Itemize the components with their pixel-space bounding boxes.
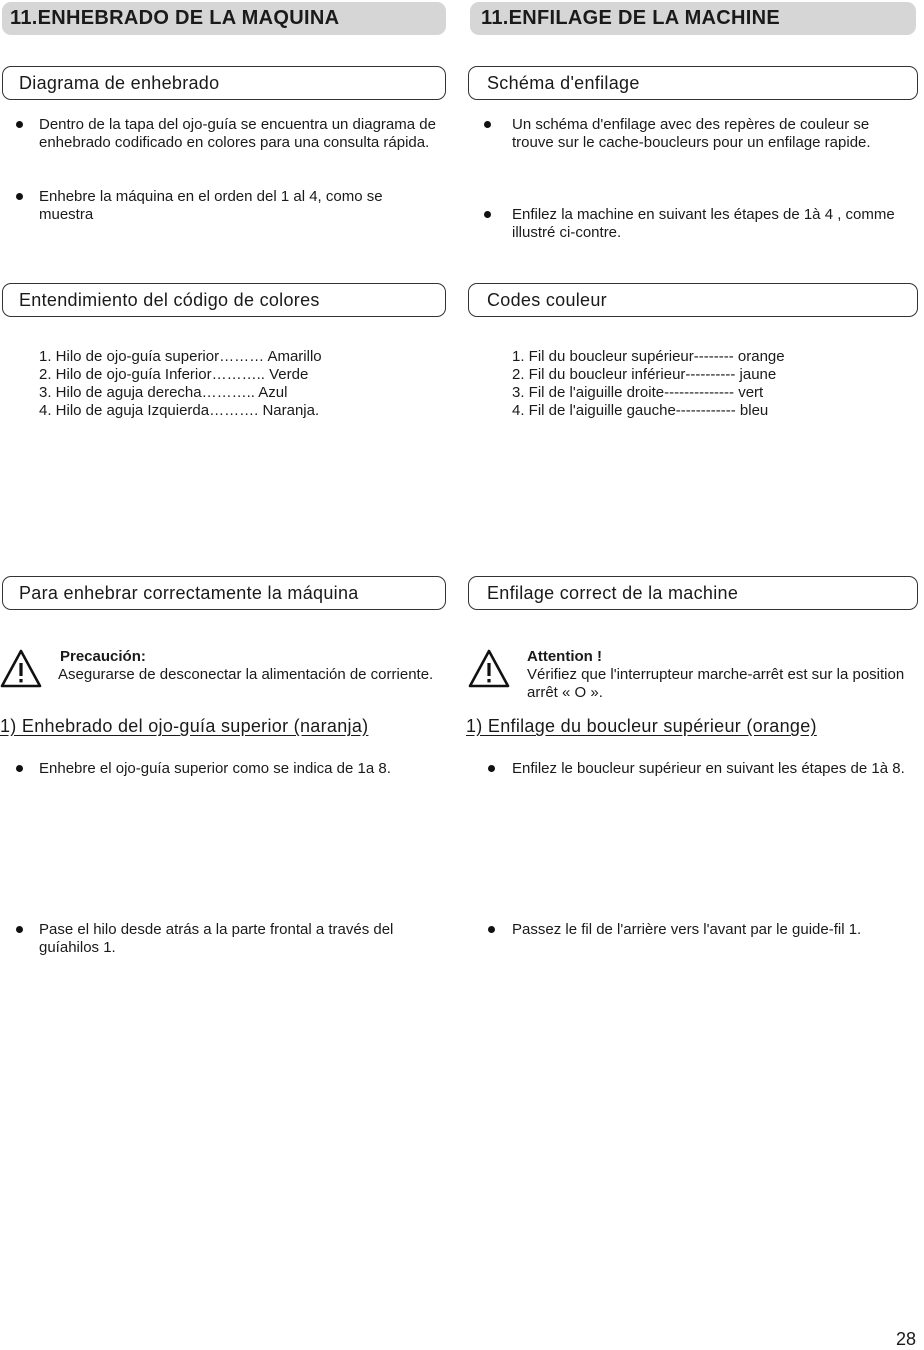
- section-color-code: Codes couleur: [468, 283, 918, 317]
- warning-icon: [0, 648, 42, 688]
- color-code-list: [39, 348, 322, 420]
- color-code-item: 1. Fil du boucleur supérieur-------- orange: [512, 348, 785, 365]
- section-correct-threading: Para enhebrar correctamente la máquina: [2, 576, 446, 610]
- bullet-icon: [16, 926, 23, 933]
- caution-text: Asegurarse de desconectar la alimentación de corriente.: [58, 666, 434, 683]
- chapter-title: 11.ENFILAGE DE LA MACHINE: [470, 2, 916, 35]
- caution-text: Vérifiez que l'interrupteur marche-arrêt est sur la position arrêt « O ».: [527, 666, 905, 701]
- step-subheading: 1) Enfilage du boucleur supérieur (orange): [466, 716, 817, 736]
- section-color-code: Entendimiento del código de colores: [2, 283, 446, 317]
- french-column: 11.ENFILAGE DE LA MACHINE Schéma d'enfilage Un schéma d'enfilage avec des repères de couleur se trouve sur le cache-boucleurs pour un enfilage rapide. Enfilez la machine en suivant les étapes de 1à 4 , comme illustré ci-contre. Codes couleur 1. Fil du boucleur supérieur-------- orange 2. Fil du boucleur inférieur---------- jaune 3. Fil de l'aiguille droite-------------- vert 4. Fil de l'aiguille gauche------------ bleu Enfilage correct de la machine Attention ! Vérifiez que l'interrupteur marche-arrêt est sur la position arrêt « O ». 1) Enfilage du boucleur supérieur (orange) Enfilez le boucleur supérieur en suivant les étapes de 1à 8. Passez le fil de l'arrière vers l'avant par le guide-fil 1.: [466, 0, 916, 1350]
- bullet-icon: [16, 193, 23, 200]
- bullet-icon: [16, 765, 23, 772]
- color-code-item: 1. Hilo de ojo-guía superior……… Amarillo: [39, 348, 322, 365]
- warning-icon: [468, 648, 510, 688]
- bullet-icon: [488, 926, 495, 933]
- section-threading-diagram: Diagrama de enhebrado: [2, 66, 446, 100]
- chapter-title: 11.ENHEBRADO DE LA MAQUINA: [2, 2, 446, 35]
- bullet-icon: [488, 765, 495, 772]
- color-code-item: 2. Fil du boucleur inférieur---------- jaune: [512, 366, 777, 383]
- color-code-item: 3. Hilo de aguja derecha……….. Azul: [39, 384, 288, 401]
- caution-title: Precaución:: [60, 648, 146, 665]
- section-correct-threading: Enfilage correct de la machine: [468, 576, 918, 610]
- caution-title: Attention !: [527, 648, 602, 665]
- step-subheading: 1) Enhebrado del ojo-guía superior (naranja): [0, 716, 369, 736]
- section-threading-diagram: Schéma d'enfilage: [468, 66, 918, 100]
- spanish-column: 11.ENHEBRADO DE LA MAQUINA Diagrama de enhebrado Dentro de la tapa del ojo-guía se encuentra un diagrama de enhebrado codificado en colores para una consulta rápida. Enhebre la máquina en el orden del 1 al 4, como se muestra Entendimiento del código de colores 1. Hilo de ojo-guía superior……… Amarillo 2. Hilo de ojo-guía Inferior……….. Verde 3. Hilo de aguja derecha……….. Azul 4. Hilo de aguja Izquierda………. Naranja. Para enhebrar correctamente la máquina Precaución: Asegurarse de desconectar la alimentación de corriente. 1) Enhebrado del ojo-guía superior (naranja) Enhebre el ojo-guía superior como se indica de 1a 8. Pase el hilo desde atrás a la parte frontal a través del guíahilos 1.: [0, 0, 450, 1350]
- color-code-item: 4. Hilo de aguja Izquierda………. Naranja.: [39, 402, 320, 419]
- bullet-icon: [484, 211, 491, 218]
- caution-block: [0, 648, 440, 704]
- bullet-icon: [16, 121, 23, 128]
- color-code-item: 3. Fil de l'aiguille droite-------------- vert: [512, 384, 764, 401]
- bullet-icon: [484, 121, 491, 128]
- color-code-item: 2. Hilo de ojo-guía Inferior……….. Verde: [39, 366, 309, 383]
- color-code-list: [512, 348, 785, 420]
- color-code-item: 4. Fil de l'aiguille gauche------------ bleu: [512, 402, 769, 419]
- caution-block: [468, 648, 916, 704]
- page-number: 28: [895, 1329, 916, 1349]
